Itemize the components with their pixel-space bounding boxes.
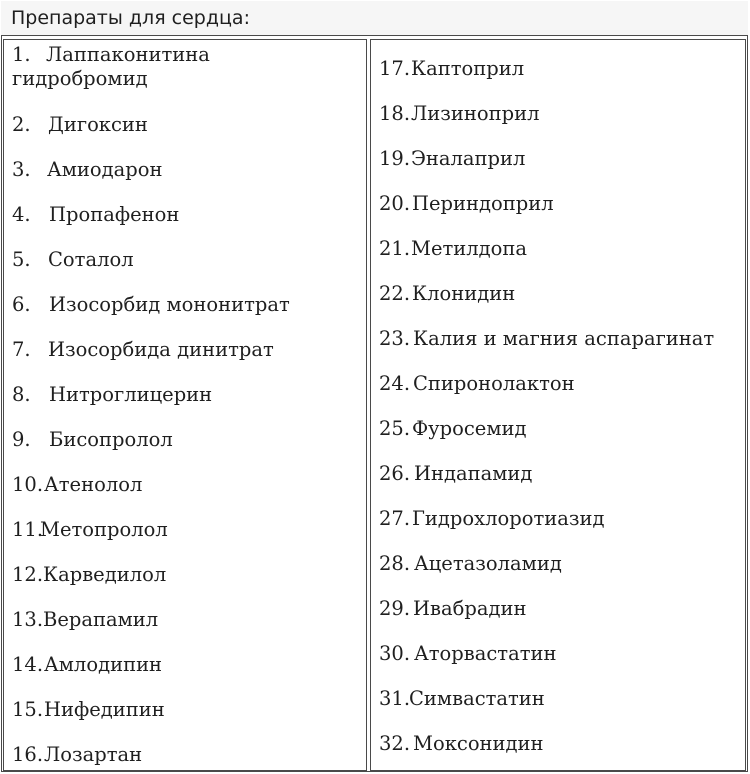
item-name: Периндоприл [412,192,554,215]
item-number: 2. [12,113,31,136]
item-name: Аторвастатин [414,642,557,665]
table-title: Препараты для сердца: [11,7,250,29]
list-item [12,203,362,227]
item-name: Нифедипин [44,698,165,721]
item-number: 4. [12,203,31,226]
item-name: Индапамид [414,462,533,485]
item-name: Изосорбида динитрат [48,338,274,361]
list-item [379,507,741,531]
item-number: 11. [12,518,44,541]
item-number: 14. [12,653,44,676]
list-item [379,147,741,171]
item-number: 15. [12,698,44,721]
item-number: 6. [12,293,31,316]
list-item [379,282,741,306]
item-number: 24. [379,372,411,395]
item-number: 17. [379,57,411,80]
list-item [12,608,362,632]
item-number: 26. [379,462,411,485]
table-header [1,1,748,36]
list-item [12,473,362,497]
item-name: Калия и магния аспарагинат [413,327,715,350]
item-name: Метилдопа [411,237,528,260]
item-name: Атенолол [44,473,143,496]
list-item [379,102,741,126]
right-column [370,39,746,771]
item-number: 25. [379,417,411,440]
list-item [12,158,362,182]
list-item [379,417,741,441]
list-item [12,248,362,272]
item-number: 30. [379,642,411,665]
item-number: 12. [12,563,44,586]
item-name: Бисопролол [49,428,173,451]
list-item [12,113,362,137]
list-item [379,237,741,261]
item-name: Карведилол [43,563,167,586]
item-name: Дигоксин [48,113,148,136]
list-item [12,338,362,362]
list-item [379,732,741,756]
list-item [379,327,741,351]
item-number: 29. [379,597,411,620]
list-item [12,383,362,407]
item-number: 19. [379,147,411,170]
item-name: Ацетазоламид [414,552,562,575]
item-number: 1. [12,43,31,66]
list-item [12,698,362,722]
item-number: 20. [379,192,411,215]
list-item [12,653,362,677]
item-name: Гидрохлоротиазид [412,507,605,530]
list-item [12,293,362,317]
item-name: Моксонидин [413,732,544,755]
list-item [379,192,741,216]
item-name: Каптоприл [411,57,525,80]
item-name: Амиодарон [47,158,163,181]
item-name: Изосорбид мононитрат [49,293,290,316]
item-name: Фуросемид [412,417,527,440]
item-name: Метопролол [40,518,168,541]
item-name: Лозартан [44,743,143,766]
list-item [12,563,362,587]
item-name: Нитроглицерин [49,383,213,406]
item-name: Ивабрадин [413,597,527,620]
item-number: 27. [379,507,411,530]
item-name: Соталол [48,248,134,271]
item-name: Верапамил [43,608,159,631]
item-number: 16. [12,743,44,766]
list-item [12,518,362,542]
item-name: Спиронолактон [413,372,575,395]
item-name: Эналаприл [411,147,526,170]
item-number: 5. [12,248,31,271]
item-number: 7. [12,338,31,361]
item-number: 21. [379,237,411,260]
item-number: 28. [379,552,411,575]
item-name: Лизиноприл [411,102,540,125]
item-number: 32. [379,732,411,755]
list-item [379,57,741,81]
list-item [12,428,362,452]
list-item [379,372,741,396]
item-name: Пропафенон [49,203,180,226]
list-item [12,743,362,767]
item-number: 9. [12,428,31,451]
list-item [379,552,741,576]
item-number: 3. [12,158,31,181]
item-number: 31. [379,687,411,710]
list-item [379,597,741,621]
list-item [379,642,741,666]
item-number: 22. [379,282,411,305]
item-number: 8. [12,383,31,406]
item-name: Амлодипин [44,653,163,676]
list-item [379,687,741,711]
left-column [3,39,367,771]
item-number: 10. [12,473,44,496]
item-name: Клонидин [412,282,516,305]
item-number: 23. [379,327,411,350]
list-item [379,462,741,486]
item-number: 18. [379,102,411,125]
item-name: Лаппаконитина гидробромид [12,43,210,90]
list-item [12,43,272,91]
item-name: Симвастатин [409,687,545,710]
item-number: 13. [12,608,44,631]
